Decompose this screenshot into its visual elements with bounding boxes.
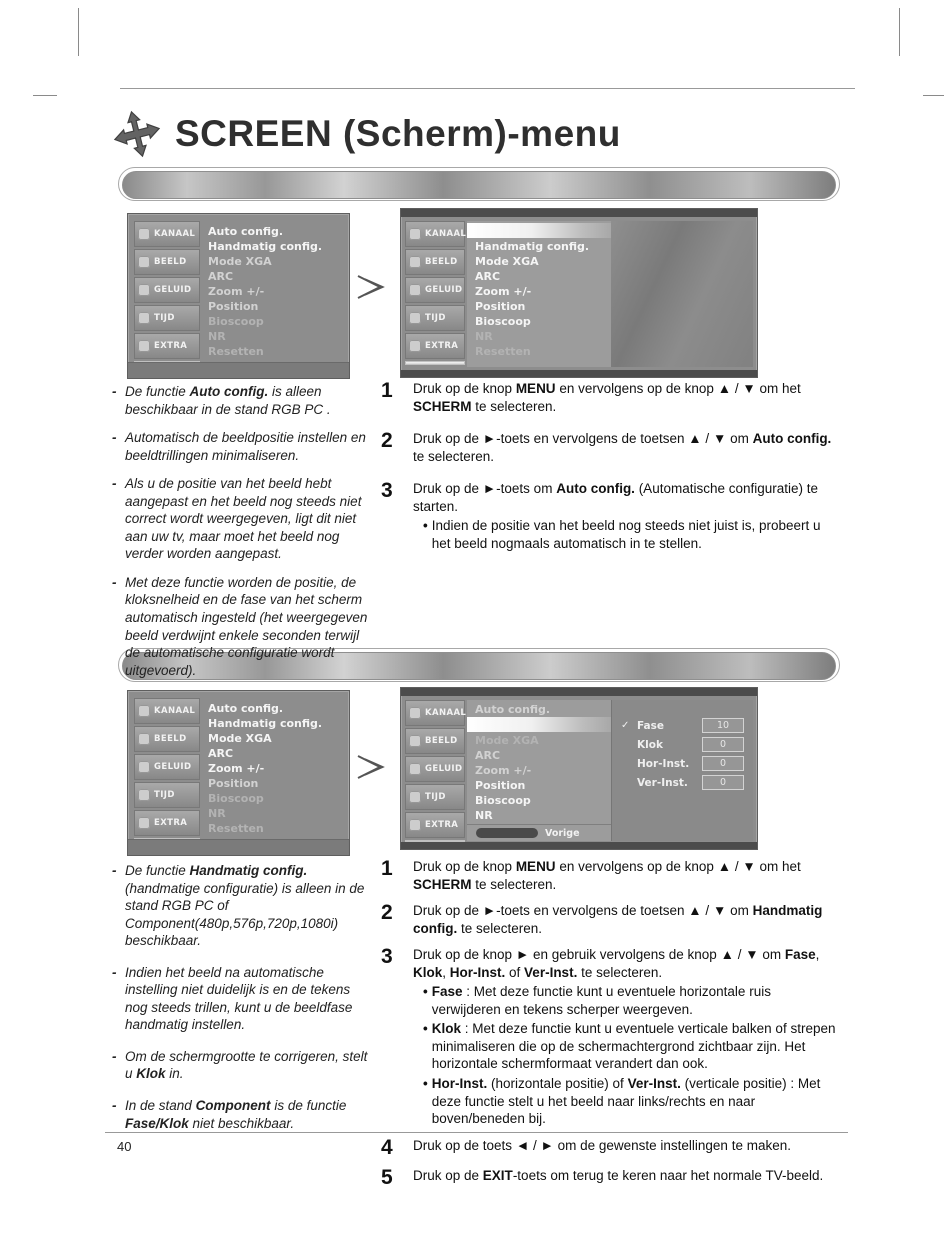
menu-item: Mode XGA: [208, 255, 272, 268]
menu-item: Zoom +/-: [208, 285, 265, 298]
menu-item: NR: [475, 809, 493, 822]
step-number: 3: [381, 945, 393, 969]
step-number: 2: [381, 429, 393, 453]
value-box: 10: [702, 718, 744, 733]
note: - Om de schermgrootte te corrigeren, stelt u Klok in.: [112, 1048, 376, 1083]
sidebar-item-kanaal: KANAAL: [405, 221, 465, 247]
menu-item: Auto config.: [208, 225, 284, 238]
tv-picture-area: [611, 221, 753, 367]
sidebar-item-beeld: BEELD: [134, 726, 200, 752]
speaker-icon: [138, 761, 150, 773]
screen-menu-icon: [108, 105, 166, 163]
menu-item: Mode XGA: [475, 734, 539, 747]
step-bullet: • Hor-Inst. (horizontale positie) of Ver-Inst. (verticale positie) : Met deze functie stelt u het beeld naar links/rechts en naar boven/beneden bij.: [423, 1075, 841, 1128]
submenu-row: Ver-Inst. 0: [612, 773, 753, 792]
clock-icon: [409, 791, 421, 803]
step-bullet: • Fase : Met deze functie kunt u eventuele horizontale ruis verwijderen en tekens scherper weergeven.: [423, 983, 841, 1018]
menu-item: Resetten: [208, 822, 264, 835]
step: [381, 480, 841, 552]
step-text: Druk op de EXIT-toets om terug te keren naar het normale TV-beeld.: [413, 1167, 824, 1183]
menu-item: Zoom +/-: [208, 762, 265, 775]
sidebar-item-beeld: BEELD: [405, 249, 465, 275]
back-label: Vorige: [545, 827, 580, 839]
steps-auto-config: [381, 380, 841, 567]
antenna-icon: [409, 228, 421, 240]
sidebar-item-tijd: TIJD: [134, 305, 200, 331]
menu-item: Auto config.: [475, 703, 551, 716]
sidebar-item-scherm-highlighted: [405, 361, 465, 365]
next-arrow-icon: [354, 272, 388, 302]
step: [381, 1137, 841, 1158]
sidebar-item-geluid: GELUID: [134, 754, 200, 780]
menu-item: Position: [208, 300, 259, 313]
crop-mark: [899, 8, 900, 56]
submenu-row: Hor-Inst. 0: [612, 754, 753, 773]
key-icon: [138, 817, 150, 829]
menu-item: Position: [208, 777, 259, 790]
step: [381, 380, 841, 415]
step-number: 2: [381, 901, 393, 925]
value-box: 0: [702, 737, 744, 752]
menu-item: NR: [475, 330, 493, 343]
menu-item: NR: [208, 330, 226, 343]
sidebar-item-kanaal: KANAAL: [134, 698, 200, 724]
crop-mark: [78, 8, 79, 56]
sidebar-item-beeld: BEELD: [405, 728, 465, 754]
antenna-icon: [138, 705, 150, 717]
step-number: 5: [381, 1165, 393, 1189]
menu-item: NR: [208, 807, 226, 820]
sidebar-item-extra: EXTRA: [134, 810, 200, 836]
menu-item: Resetten: [475, 345, 531, 358]
step-text: Druk op de knop MENU en vervolgens op de knop ▲ / ▼ om het SCHERM te selecteren.: [413, 381, 801, 414]
sidebar-item-geluid: GELUID: [405, 756, 465, 782]
sidebar-item-tijd: TIJD: [134, 782, 200, 808]
letterbox-strip: [401, 370, 757, 377]
notes-handmatig-config: [112, 862, 376, 1132]
notes-auto-config: [112, 383, 376, 679]
menu-item: Handmatig config.: [208, 717, 323, 730]
screenshot-footer-strip: [128, 362, 349, 378]
menu-item: Bioscoop: [208, 315, 264, 328]
screenshot-footer-strip: [128, 839, 349, 855]
menu-item: Position: [475, 300, 526, 313]
step: [381, 858, 841, 893]
step-bullet: • Klok : Met deze functie kunt u eventuele verticale balken of strepen minimaliseren die op de schermachtergrond zichtbaar zijn. Het horizontale schermformaat verandert dan ook.: [423, 1020, 841, 1073]
sidebar-item-kanaal: KANAAL: [134, 221, 200, 247]
letterbox-strip: [401, 209, 757, 217]
note: - Automatisch de beeldpositie instellen en beeldtrillingen minimaliseren.: [112, 429, 376, 464]
letterbox-strip: [401, 688, 757, 696]
handmatig-config-value-panel: [611, 700, 753, 841]
step-text: Druk op de knop MENU en vervolgens op de knop ▲ / ▼ om het SCHERM te selecteren.: [413, 859, 801, 892]
tv-screenshot-scherm-menu-handmatig: [127, 690, 350, 856]
crop-mark: [923, 95, 944, 96]
letterbox-strip: [401, 842, 757, 849]
antenna-icon: [138, 228, 150, 240]
menu-button-icon: [476, 828, 538, 838]
sidebar-item-extra: EXTRA: [134, 333, 200, 359]
tv-screenshot-scherm-menu: [127, 213, 350, 379]
step-number: 4: [381, 1135, 393, 1159]
page-header: [113, 110, 621, 158]
menu-item: Zoom +/-: [475, 764, 532, 777]
menu-item: Zoom +/-: [475, 285, 532, 298]
menu-item: ARC: [208, 747, 234, 760]
speaker-icon: [409, 284, 421, 296]
antenna-icon: [409, 707, 421, 719]
menu-item: Handmatig config.: [208, 240, 323, 253]
menu-item: ARC: [475, 270, 501, 283]
footer-rule: [105, 1132, 848, 1133]
submenu-row: ✓ Fase 10: [612, 716, 753, 735]
key-icon: [138, 340, 150, 352]
step-text: Druk op de ►-toets en vervolgens de toetsen ▲ / ▼ om Handmatig config. te selecteren.: [413, 903, 823, 936]
top-rule: [120, 88, 855, 89]
sidebar-item-tijd: TIJD: [405, 784, 465, 810]
menu-item: Bioscoop: [208, 792, 264, 805]
menu-item: Mode XGA: [208, 732, 272, 745]
picture-icon: [409, 256, 421, 268]
value-box: 0: [702, 775, 744, 790]
key-icon: [409, 819, 421, 831]
step: [381, 1167, 841, 1188]
submenu-row: Klok 0: [612, 735, 753, 754]
clock-icon: [409, 312, 421, 324]
step-number: 3: [381, 479, 393, 503]
sidebar-item-extra: EXTRA: [405, 812, 465, 838]
menu-item: Bioscoop: [475, 794, 531, 807]
sidebar-item-extra: EXTRA: [405, 333, 465, 359]
step-number: 1: [381, 379, 393, 402]
page-title: SCREEN (Scherm)-menu: [175, 113, 621, 154]
note: - Indien het beeld na automatische instelling niet duidelijk is en de tekens nog steeds trillen, kunt u de beeldfase handmatig instellen.: [112, 964, 376, 1034]
speaker-icon: [138, 284, 150, 296]
note: - Als u de positie van het beeld hebt aangepast en het beeld nog steeds niet correct wordt weergegeven, ligt dit niet aan uw tv, maar moet het beeld nog verder worden aangepast.: [112, 475, 376, 563]
step-number: 1: [381, 857, 393, 880]
tv-screenshot-handmatig-config-submenu: [400, 687, 758, 850]
picture-icon: [138, 733, 150, 745]
note: - De functie Handmatig config. (handmatige configuratie) is alleen in de stand RGB PC of Component(480p,576p,720p,1080i) beschikbaar.: [112, 862, 376, 950]
value-box: 0: [702, 756, 744, 771]
selected-item-highlight: [467, 223, 611, 238]
step-bullet: • Indien de positie van het beeld nog steeds niet juist is, probeert u het beeld nogmaals automatisch in te stellen.: [423, 517, 841, 552]
step-text: Druk op de ►-toets en vervolgens de toetsen ▲ / ▼ om Auto config. te selecteren.: [413, 431, 832, 464]
clock-icon: [138, 312, 150, 324]
step-text: Druk op de toets ◄ / ► om de gewenste instellingen te maken.: [413, 1137, 791, 1153]
menu-item: Position: [475, 779, 526, 792]
picture-icon: [138, 256, 150, 268]
sidebar-item-beeld: BEELD: [134, 249, 200, 275]
note: - De functie Auto config. is alleen beschikbaar in de stand RGB PC .: [112, 383, 376, 418]
menu-item: Handmatig config.: [475, 240, 590, 253]
next-arrow-icon: [354, 752, 388, 782]
picture-icon: [409, 735, 421, 747]
sidebar-item-geluid: GELUID: [405, 277, 465, 303]
selected-item-highlight: [467, 717, 611, 732]
step: [381, 430, 841, 465]
note: - Met deze functie worden de positie, de kloksnelheid en de fase van het scherm automatisch ingesteld (het weergegeven beeld verdwijnt enkele seconden terwijl de automatische configuratie wordt uitgevoerd).: [112, 574, 376, 679]
crop-mark: [33, 95, 57, 96]
clock-icon: [138, 789, 150, 801]
back-bar: [467, 824, 611, 841]
step-text: Druk op de knop ► en gebruik vervolgens de knop ▲ / ▼ om Fase, Klok, Hor-Inst. of Ver-Inst. te selecteren.: [413, 947, 820, 980]
menu-item: Mode XGA: [475, 255, 539, 268]
menu-item: Resetten: [208, 345, 264, 358]
speaker-icon: [409, 763, 421, 775]
menu-item: Bioscoop: [475, 315, 531, 328]
page-number: 40: [117, 1139, 132, 1154]
section-divider-bar: [118, 167, 840, 201]
sidebar-item-kanaal: KANAAL: [405, 700, 465, 726]
step: [381, 902, 841, 937]
steps-handmatig-config: [381, 858, 841, 1197]
check-icon: ✓: [621, 720, 630, 731]
sidebar-item-geluid: GELUID: [134, 277, 200, 303]
key-icon: [409, 340, 421, 352]
menu-item: Auto config.: [208, 702, 284, 715]
menu-item: ARC: [475, 749, 501, 762]
sidebar-item-tijd: TIJD: [405, 305, 465, 331]
tv-screenshot-auto-config-selected: [400, 208, 758, 378]
step: [381, 946, 841, 1127]
menu-item: ARC: [208, 270, 234, 283]
note: - In de stand Component is de functie Fase/Klok niet beschikbaar.: [112, 1097, 376, 1132]
step-text: Druk op de ►-toets om Auto config. (Automatische configuratie) te starten.: [413, 481, 819, 514]
